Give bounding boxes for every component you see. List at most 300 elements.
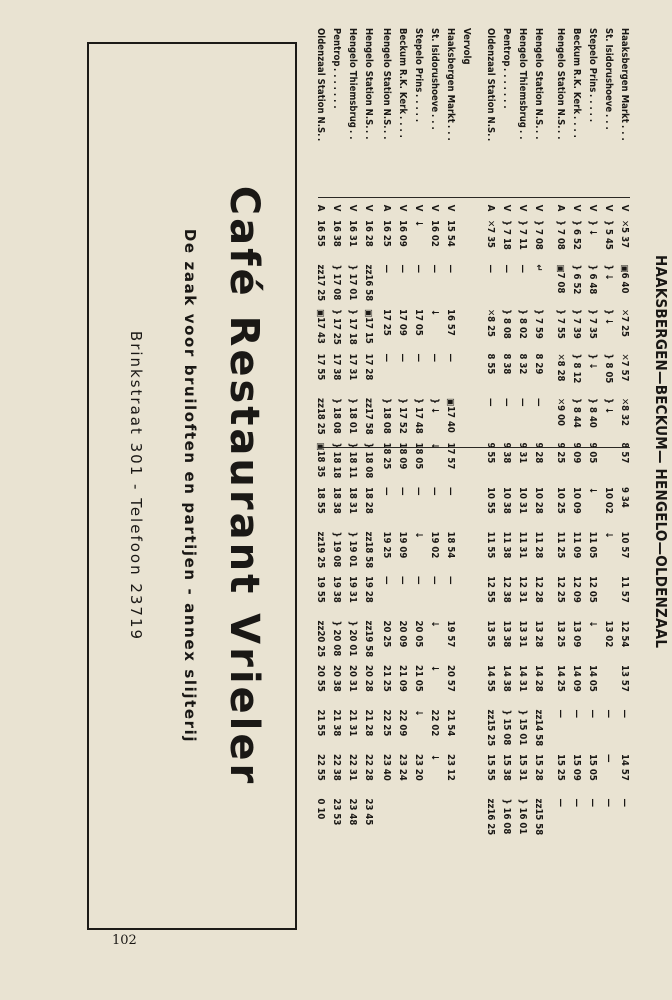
arrival-departure-mark: V (517, 204, 528, 212)
arrival-departure-mark: V (363, 204, 374, 212)
time-cell: 11 09 (571, 531, 582, 559)
time-cell: 20 09 (397, 620, 408, 648)
time-cell: 13 25 (555, 620, 566, 648)
time-cell: 11 31 (517, 531, 528, 559)
time-cell: 22 02 (429, 709, 440, 737)
time-cell: 16 38 (331, 220, 342, 247)
time-cell: — (381, 264, 392, 274)
time-cell: — (429, 487, 440, 496)
time-cell: 16 25 (381, 220, 392, 247)
station-name: Hengelo Station N.S. (363, 28, 374, 129)
time-cell: 14 57 (619, 754, 630, 781)
time-cell: ↓ (429, 442, 440, 450)
time-cell: ▣7 08 (555, 264, 566, 294)
time-cell: 21 38 (331, 709, 342, 737)
time-cell: 17 55 (315, 353, 326, 381)
station-dots: . . . . . (587, 94, 598, 123)
time-cell: } ↓ (587, 220, 598, 237)
time-cell: 17 28 (363, 353, 374, 381)
time-cell: } ↓ (603, 398, 614, 415)
time-cell: ↓ (413, 531, 424, 539)
time-cell: 11 25 (555, 531, 566, 559)
time-cell: 17 31 (347, 353, 358, 381)
time-cell: ✕8 32 (619, 398, 630, 426)
time-cell: 13 02 (603, 620, 614, 648)
station-dots: . . . . . (413, 94, 424, 123)
time-cell: } 7 55 (555, 309, 566, 339)
station-name: St. Isidorushoeve (603, 28, 614, 113)
time-cell: 15 09 (571, 754, 582, 781)
time-cell: 14 09 (571, 665, 582, 692)
time-cell: 13 57 (619, 665, 630, 692)
time-cell: 21 28 (363, 709, 374, 737)
time-cell: 19 55 (315, 576, 326, 603)
time-cell: 8 29 (533, 353, 544, 375)
time-cell: 16 31 (347, 220, 358, 247)
time-cell: 11 38 (501, 531, 512, 559)
time-cell: ✕8 28 (555, 353, 566, 382)
time-cell: 14 31 (517, 665, 528, 692)
time-cell: 18 25 (381, 442, 392, 470)
time-cell: 11 55 (485, 531, 496, 559)
time-cell: 16 02 (429, 220, 440, 247)
time-cell: 18 54 (445, 531, 456, 559)
time-cell: — (587, 709, 598, 719)
time-cell: ↓ (413, 709, 424, 717)
time-cell: 12 38 (501, 576, 512, 603)
time-cell: ↓ (429, 754, 440, 762)
time-cell: 19 57 (445, 620, 456, 648)
arrival-departure-mark: V (603, 204, 614, 212)
time-cell: 12 09 (571, 576, 582, 603)
time-cell: 19 02 (429, 531, 440, 559)
time-cell: — (603, 798, 614, 808)
time-cell: 18 31 (347, 487, 358, 514)
time-cell: — (397, 487, 408, 496)
station-dots: . . . . (571, 116, 582, 138)
arrival-departure-mark: V (331, 204, 342, 212)
station-dots: . (315, 138, 326, 142)
time-cell: 9 34 (619, 487, 630, 508)
time-cell: — (445, 353, 456, 363)
page-number: 102 (112, 933, 137, 948)
time-cell: } 17 48 (413, 398, 424, 434)
time-cell: — (413, 264, 424, 274)
time-cell: ▣18 35 (315, 442, 326, 478)
time-cell: — (429, 576, 440, 585)
arrival-departure-mark: V (533, 204, 544, 212)
time-cell: 13 38 (501, 620, 512, 648)
time-cell: } 7 39 (571, 309, 582, 339)
time-cell: 20 31 (347, 665, 358, 692)
time-cell: ↓ (429, 309, 440, 317)
time-cell: 15 38 (501, 754, 512, 781)
station-name: Oldenzaal Station N.S. (315, 28, 326, 137)
time-cell: — (397, 353, 408, 363)
time-cell: 19 38 (331, 576, 342, 603)
time-cell: 8 38 (501, 353, 512, 375)
time-cell: } 17 52 (397, 398, 408, 434)
time-cell: 21 54 (445, 709, 456, 737)
cafe-advertisement (87, 42, 297, 930)
time-cell: zz17 25 (315, 264, 326, 302)
arrival-departure-mark: A (485, 204, 496, 212)
time-cell: ▣17 40 (445, 398, 456, 433)
time-cell: 9 05 (587, 442, 598, 464)
time-cell: 16 09 (397, 220, 408, 247)
arrival-departure-mark: V (571, 204, 582, 212)
time-cell: 20 05 (413, 620, 424, 648)
time-cell: } ↓ (603, 264, 614, 281)
time-cell: } 8 12 (571, 353, 582, 384)
time-cell: 9 28 (533, 442, 544, 464)
station-name: Haaksbergen Markt (619, 28, 630, 123)
time-cell: — (429, 353, 440, 363)
time-cell: — (445, 487, 456, 496)
time-cell: 12 28 (533, 576, 544, 603)
time-cell: } 19 08 (331, 531, 342, 568)
time-cell: — (533, 398, 544, 407)
time-cell: 10 31 (517, 487, 528, 514)
time-cell: } 18 01 (347, 398, 358, 434)
arrival-departure-mark: V (619, 204, 630, 212)
divider-line (318, 447, 630, 448)
time-cell: 16 28 (363, 220, 374, 247)
time-cell: 9 09 (571, 442, 582, 464)
time-cell: } 6 48 (587, 264, 598, 295)
time-cell: 14 05 (587, 665, 598, 692)
time-cell: } 20 08 (331, 620, 342, 657)
time-cell: } 7 08 (555, 220, 566, 250)
time-cell: 10 09 (571, 487, 582, 514)
time-cell: 10 28 (533, 487, 544, 514)
time-cell: ↵ (533, 264, 544, 272)
time-cell: — (485, 264, 496, 274)
time-cell: 19 31 (347, 576, 358, 603)
time-cell: 8 57 (619, 442, 630, 464)
time-cell: 14 38 (501, 665, 512, 692)
time-cell: ▣17 15 (363, 309, 374, 344)
time-cell: zz16 25 (485, 798, 496, 836)
time-cell: } 20 01 (347, 620, 358, 657)
time-cell: 23 20 (413, 754, 424, 781)
time-cell: ↓ (429, 665, 440, 673)
time-cell: 12 55 (485, 576, 496, 603)
time-cell: 13 28 (533, 620, 544, 648)
time-cell: } 18 08 (331, 398, 342, 434)
time-cell: — (381, 353, 392, 363)
time-cell: 9 38 (501, 442, 512, 464)
time-cell: 22 25 (381, 709, 392, 737)
time-cell: 15 25 (555, 754, 566, 781)
time-cell: ✕7 57 (619, 353, 630, 382)
station-name: Oldenzaal Station N.S. (485, 28, 496, 137)
station-name: St. Isidorushoeve (429, 28, 440, 113)
time-cell: 13 09 (571, 620, 582, 648)
time-cell: 23 45 (363, 798, 374, 826)
time-cell: 0 10 (315, 798, 326, 820)
time-cell: — (501, 264, 512, 274)
station-name: Hengelo Station N.S. (381, 28, 392, 129)
time-cell: 22 09 (397, 709, 408, 737)
time-cell: } 15 08 (501, 709, 512, 746)
time-cell: } 15 01 (517, 709, 528, 746)
station-name: Hengelo Thiemsbrug (517, 28, 528, 128)
time-cell: } ↓ (429, 398, 440, 415)
time-cell: 15 05 (587, 754, 598, 781)
time-cell: 12 54 (619, 620, 630, 648)
arrival-departure-mark: V (413, 204, 424, 212)
time-cell: } 7 18 (501, 220, 512, 250)
time-cell: 22 38 (331, 754, 342, 781)
time-cell: ↓ (429, 620, 440, 628)
time-cell: } 7 35 (587, 309, 598, 339)
time-cell: ▣6 40 (619, 264, 630, 294)
time-cell: } 5 45 (603, 220, 614, 250)
time-cell: 12 05 (587, 576, 598, 603)
arrival-departure-mark: V (445, 204, 456, 212)
time-cell: 23 53 (331, 798, 342, 826)
station-dots: . . . (429, 114, 440, 130)
arrival-departure-mark: A (381, 204, 392, 212)
time-cell: — (555, 798, 566, 808)
station-dots: . . . . (397, 116, 408, 138)
time-cell: zz15 58 (533, 798, 544, 836)
station-dots: . . (533, 130, 544, 140)
divider-line (318, 197, 630, 198)
time-cell: — (397, 264, 408, 274)
time-cell: — (619, 709, 630, 719)
time-cell: } 6 52 (571, 220, 582, 250)
time-cell: ✕7 25 (619, 309, 630, 337)
time-cell: ✕7 35 (485, 220, 496, 248)
time-cell: 15 54 (445, 220, 456, 247)
station-dots: . . (381, 130, 392, 140)
time-cell: 9 25 (555, 442, 566, 464)
time-cell: ↓ (603, 531, 614, 539)
time-cell: } 18 11 (347, 442, 358, 479)
time-cell: 17 38 (331, 353, 342, 381)
station-name: Pentrop (501, 28, 512, 67)
time-cell: 17 05 (413, 309, 424, 336)
time-cell: } ↓ (603, 309, 614, 326)
time-cell: 14 25 (555, 665, 566, 692)
time-cell: ↓ (413, 220, 424, 228)
station-dots: . . (363, 130, 374, 140)
time-cell: } 8 40 (587, 398, 598, 428)
time-cell: — (587, 798, 598, 808)
arrival-departure-mark: V (397, 204, 408, 212)
station-dots: . . (555, 130, 566, 140)
time-cell: — (571, 709, 582, 719)
time-cell: 21 05 (413, 665, 424, 692)
time-cell: } 18 08 (381, 398, 392, 434)
time-cell: zz19 58 (363, 620, 374, 658)
station-dots: . . (347, 130, 358, 140)
time-cell: } 19 01 (347, 531, 358, 568)
time-cell: } 16 08 (501, 798, 512, 835)
time-cell: 15 28 (533, 754, 544, 781)
station-dots: . . . (445, 125, 456, 141)
station-dots: . . . . . . . (501, 68, 512, 109)
station-dots: . (485, 138, 496, 142)
time-cell: — (603, 709, 614, 719)
time-cell: } 8 08 (501, 309, 512, 339)
time-cell: zz19 25 (315, 531, 326, 569)
time-cell: 19 09 (397, 531, 408, 559)
time-cell: zz16 58 (363, 264, 374, 302)
time-cell: 12 31 (517, 576, 528, 603)
time-cell: 17 09 (397, 309, 408, 336)
time-cell: zz14 58 (533, 709, 544, 747)
station-name: Stepelo Prins (413, 28, 424, 93)
time-cell: } ↓ (587, 353, 598, 370)
time-cell: 18 05 (413, 442, 424, 470)
time-cell: 21 55 (315, 709, 326, 737)
time-cell: — (517, 398, 528, 407)
time-cell: ↓ (587, 620, 598, 628)
time-cell: zz17 58 (363, 398, 374, 435)
time-cell: 8 55 (485, 353, 496, 375)
time-cell: 16 57 (445, 309, 456, 336)
time-cell: 21 25 (381, 665, 392, 692)
time-cell: } 17 08 (331, 264, 342, 301)
time-cell: ✕9 00 (555, 398, 566, 426)
time-cell: } 7 11 (517, 220, 528, 250)
station-name: Beckum R.K. Kerk (397, 28, 408, 115)
arrival-departure-mark: V (429, 204, 440, 212)
time-cell: } 7 08 (533, 220, 544, 250)
time-cell: ▣17 43 (315, 309, 326, 344)
station-name: Hengelo Station N.S. (533, 28, 544, 129)
time-cell: 10 25 (555, 487, 566, 514)
time-cell: — (485, 398, 496, 407)
time-cell: 13 55 (485, 620, 496, 648)
time-cell: 23 40 (381, 754, 392, 781)
time-cell: — (381, 576, 392, 585)
time-cell: 20 55 (315, 665, 326, 692)
time-cell: } 16 01 (517, 798, 528, 835)
time-cell: zz15 25 (485, 709, 496, 747)
time-cell: ✕5 37 (619, 220, 630, 248)
time-cell: — (445, 264, 456, 274)
time-cell: } 8 05 (603, 353, 614, 384)
arrival-departure-mark: V (587, 204, 598, 212)
time-cell: 19 25 (381, 531, 392, 559)
time-cell: — (555, 709, 566, 719)
time-cell: 19 28 (363, 576, 374, 603)
time-cell: 23 48 (347, 798, 358, 826)
time-cell: 17 25 (381, 309, 392, 336)
time-cell: } 18 08 (363, 442, 374, 479)
time-cell: 23 12 (445, 754, 456, 781)
time-cell: 18 09 (397, 442, 408, 470)
station-name: Stepelo Prins (587, 28, 598, 93)
time-cell: } 6 52 (571, 264, 582, 295)
time-cell: 10 55 (485, 487, 496, 514)
time-cell: 22 28 (363, 754, 374, 781)
station-name: Haaksbergen Markt (445, 28, 456, 123)
time-cell: 14 55 (485, 665, 496, 692)
time-cell: 8 32 (517, 353, 528, 375)
time-cell: 17 57 (445, 442, 456, 470)
station-name: Hengelo Thiemsbrug (347, 28, 358, 128)
cafe-address: Brinkstraat 301 - Telefoon 23719 (127, 330, 145, 642)
time-cell: } 7 59 (533, 309, 544, 339)
time-cell: 18 28 (363, 487, 374, 514)
time-cell: } 17 01 (347, 264, 358, 301)
time-cell: 10 02 (603, 487, 614, 514)
arrival-departure-mark: A (315, 204, 326, 212)
time-cell: 11 28 (533, 531, 544, 559)
cafe-tagline: De zaak voor bruiloften en partijen - annex slijterij (181, 228, 199, 744)
time-cell: 11 57 (619, 576, 630, 603)
time-cell: 20 57 (445, 665, 456, 692)
route-title: HAAKSBERGEN—BECKUM— HENGELO—OLDENZAAL (652, 255, 670, 649)
time-cell: — (413, 353, 424, 363)
time-cell: 20 28 (363, 665, 374, 692)
time-cell: — (517, 264, 528, 274)
time-cell: } 17 18 (347, 309, 358, 345)
time-cell: 14 28 (533, 665, 544, 692)
time-cell: — (381, 487, 392, 496)
time-cell: 21 09 (397, 665, 408, 692)
time-cell: 15 55 (485, 754, 496, 781)
time-cell: 13 31 (517, 620, 528, 648)
time-cell: zz20 25 (315, 620, 326, 658)
station-dots: . . (517, 130, 528, 140)
time-cell: ↓ (587, 487, 598, 495)
station-dots: . . . (603, 114, 614, 130)
time-cell: 20 38 (331, 665, 342, 692)
time-cell: } 18 18 (331, 442, 342, 479)
station-name: Beckum R.K. Kerk (571, 28, 582, 115)
time-cell: — (619, 798, 630, 808)
time-cell: } 8 02 (517, 309, 528, 339)
time-cell: 21 31 (347, 709, 358, 737)
arrival-departure-mark: A (555, 204, 566, 212)
cafe-name: Café Restaurant Vrieler (221, 185, 267, 787)
time-cell: — (429, 264, 440, 274)
time-cell: 11 05 (587, 531, 598, 559)
arrival-departure-mark: V (501, 204, 512, 212)
station-name: Pentrop (331, 28, 342, 67)
station-dots: . . . . . . . (331, 68, 342, 109)
station-name: Hengelo Station N.S. (555, 28, 566, 129)
time-cell: ✕8 25 (485, 309, 496, 337)
time-cell: zz18 25 (315, 398, 326, 435)
time-cell: — (413, 487, 424, 496)
time-cell: } 8 44 (571, 398, 582, 428)
time-cell: 16 55 (315, 220, 326, 247)
time-cell: 15 31 (517, 754, 528, 781)
time-cell: — (501, 398, 512, 407)
time-cell: zz18 58 (363, 531, 374, 569)
time-cell: — (445, 576, 456, 585)
time-cell: } 17 25 (331, 309, 342, 345)
time-cell: 22 31 (347, 754, 358, 781)
time-cell: — (571, 798, 582, 808)
time-cell: — (397, 576, 408, 585)
time-cell: — (413, 576, 424, 585)
time-cell: 9 31 (517, 442, 528, 464)
time-cell: 9 55 (485, 442, 496, 464)
time-cell: — (603, 754, 614, 763)
time-cell: 18 55 (315, 487, 326, 514)
time-cell: 12 25 (555, 576, 566, 603)
vervolg-label: Vervolg (461, 28, 472, 65)
arrival-departure-mark: V (347, 204, 358, 212)
